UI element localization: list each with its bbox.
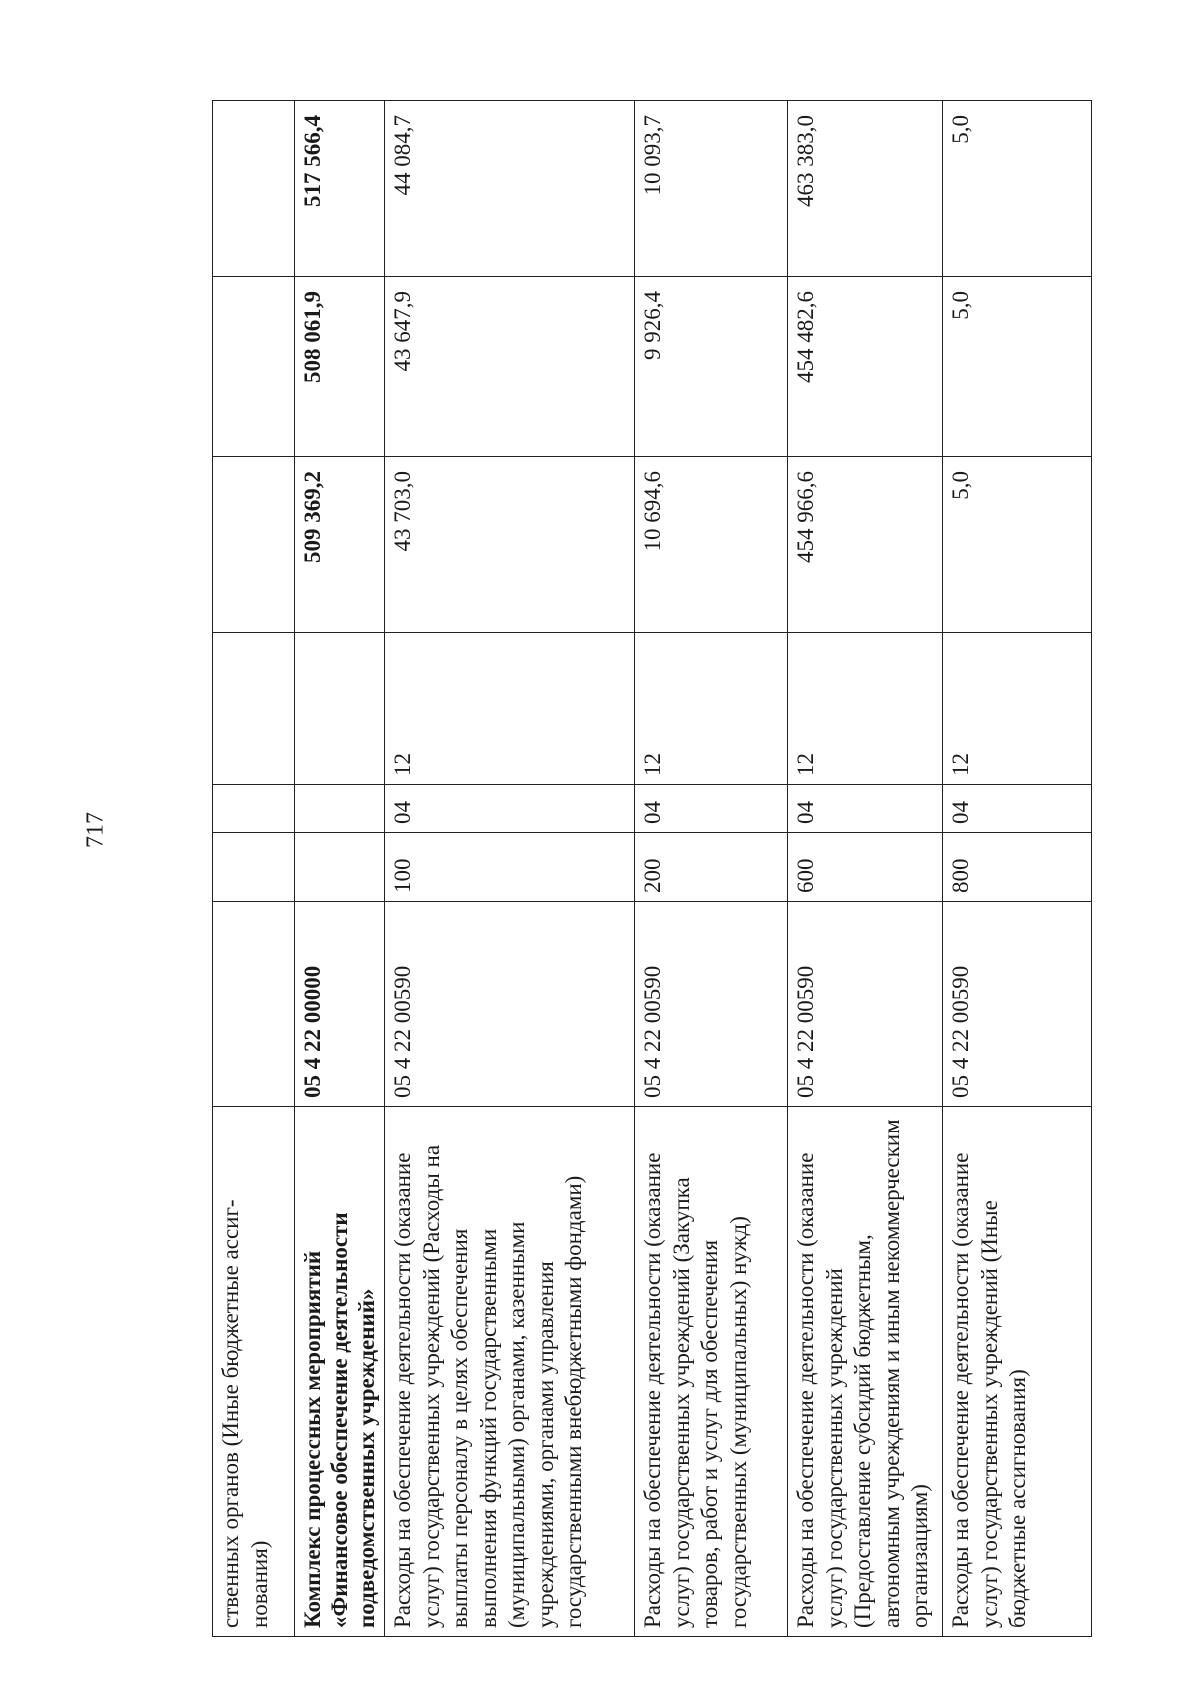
row-name: Расходы на обеспечение деятельности (оказание услуг) государственных учреждений (Предоставление субсидий бюджетным, автономным учреждениям и иным некоммерческим организациям): [788, 1107, 943, 1637]
row-name: ственных органов (Иные бюджетные ассиг-нования): [213, 1107, 295, 1637]
row-name: Расходы на обеспечение деятельности (оказание услуг) государственных учреждений (Расходы на выплаты персоналу в целях обеспечения выполнения функций государственными (муниципальными) органами, казенными учреждениями, органами управления государственными внебюджетными фондами): [385, 1107, 635, 1637]
row-expense-type: 800: [943, 833, 1092, 902]
row-expense-type: [213, 833, 295, 902]
row-amount-year1: 5,0: [943, 457, 1092, 633]
row-amount-year2: [213, 277, 295, 457]
row-expense-type: [295, 833, 385, 902]
table-row: [635, 101, 788, 1637]
row-amount-year2: 9 926,4: [635, 277, 788, 457]
row-amount-year1: 10 694,6: [635, 457, 788, 633]
table-row: [385, 101, 635, 1637]
budget-table-container: [212, 101, 1089, 1637]
page-number: 717: [82, 812, 109, 848]
row-amount-year3: 5,0: [943, 101, 1092, 277]
table-row: [788, 101, 943, 1637]
row-subsection: 12: [635, 633, 788, 785]
row-amount-year1: 509 369,2: [295, 457, 385, 633]
row-target-code: 05 4 22 00590: [385, 902, 635, 1107]
table-row: [213, 101, 295, 1637]
row-amount-year3: 517 566,4: [295, 101, 385, 277]
row-section: [213, 785, 295, 833]
row-target-code: 05 4 22 00590: [635, 902, 788, 1107]
row-name: Расходы на обеспечение деятельности (оказание услуг) государственных учреждений (Закупка товаров, работ и услуг для обеспечения государственных (муниципальных) нужд): [635, 1107, 788, 1637]
row-amount-year1: 454 966,6: [788, 457, 943, 633]
row-target-code: 05 4 22 00000: [295, 902, 385, 1107]
row-amount-year2: 508 061,9: [295, 277, 385, 457]
row-amount-year3: 10 093,7: [635, 101, 788, 277]
row-target-code: 05 4 22 00590: [788, 902, 943, 1107]
row-section: [295, 785, 385, 833]
row-subsection: [295, 633, 385, 785]
row-amount-year2: 43 647,9: [385, 277, 635, 457]
row-expense-type: 100: [385, 833, 635, 902]
row-name: Комплекс процессных мероприятий «Финансовое обеспечение деятельности подведомственных учреждений»: [295, 1107, 385, 1637]
budget-table: [212, 100, 1092, 1637]
row-section: 04: [385, 785, 635, 833]
row-subsection: [213, 633, 295, 785]
row-expense-type: 200: [635, 833, 788, 902]
row-target-code: [213, 902, 295, 1107]
row-section: 04: [788, 785, 943, 833]
row-amount-year2: 5,0: [943, 277, 1092, 457]
row-amount-year1: 43 703,0: [385, 457, 635, 633]
row-section: 04: [635, 785, 788, 833]
table-row: [295, 101, 385, 1637]
row-amount-year3: [213, 101, 295, 277]
row-amount-year2: 454 482,6: [788, 277, 943, 457]
row-target-code: 05 4 22 00590: [943, 902, 1092, 1107]
row-section: 04: [943, 785, 1092, 833]
row-amount-year3: 44 084,7: [385, 101, 635, 277]
row-expense-type: 600: [788, 833, 943, 902]
row-subsection: 12: [385, 633, 635, 785]
table-row: [943, 101, 1092, 1637]
row-subsection: 12: [788, 633, 943, 785]
row-name: Расходы на обеспечение деятельности (оказание услуг) государственных учреждений (Иные бюджетные ассигнования): [943, 1107, 1092, 1637]
row-amount-year3: 463 383,0: [788, 101, 943, 277]
row-amount-year1: [213, 457, 295, 633]
row-subsection: 12: [943, 633, 1092, 785]
